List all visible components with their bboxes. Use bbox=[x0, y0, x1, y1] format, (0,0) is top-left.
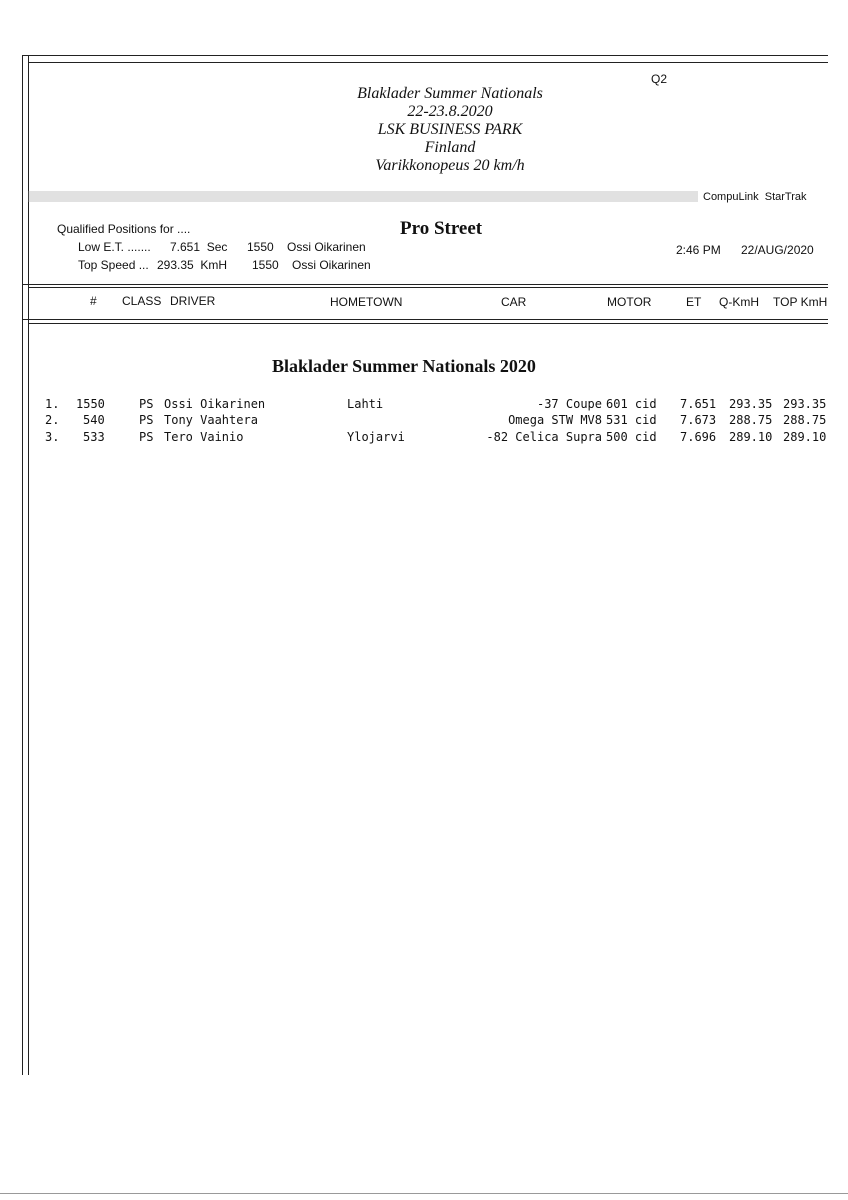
row-hometown: Lahti bbox=[347, 397, 384, 411]
row-car: -37 Coupe bbox=[536, 397, 602, 411]
section-title: Blaklader Summer Nationals 2020 bbox=[272, 356, 536, 376]
col-hometown: HOMETOWN bbox=[330, 295, 403, 309]
row-topkmh: 288.75 bbox=[783, 413, 827, 427]
event-country: Finland bbox=[424, 139, 476, 156]
row-et: 7.696 bbox=[680, 430, 717, 444]
event-note: Varikkonopeus 20 km/h bbox=[375, 157, 525, 174]
column-header-bottom-line bbox=[22, 319, 828, 320]
col-topkmh: TOP KmH bbox=[773, 295, 828, 309]
row-qkmh: 288.75 bbox=[729, 413, 773, 427]
row-driver: Tero Vainio bbox=[164, 430, 244, 444]
event-dates: 22-23.8.2020 bbox=[407, 103, 493, 120]
row-qkmh: 289.10 bbox=[729, 430, 773, 444]
frame-top-inner-line bbox=[28, 62, 828, 63]
low-et-label: Low E.T. ....... bbox=[78, 240, 151, 254]
row-position: 1. bbox=[45, 397, 60, 411]
row-position: 2. bbox=[45, 413, 60, 427]
col-motor: MOTOR bbox=[607, 295, 652, 309]
row-driver: Ossi Oikarinen bbox=[164, 397, 266, 411]
frame-top-line bbox=[22, 55, 828, 56]
low-et-car: 1550 bbox=[247, 240, 274, 254]
frame-left-inner-line bbox=[28, 55, 29, 1075]
timing-system: CompuLink StarTrak bbox=[703, 191, 807, 203]
row-number: 1550 bbox=[76, 397, 105, 411]
col-qkmh: Q-KmH bbox=[719, 295, 759, 309]
top-speed-car: 1550 bbox=[252, 258, 279, 272]
row-position: 3. bbox=[45, 430, 60, 444]
row-topkmh: 289.10 bbox=[783, 430, 827, 444]
row-et: 7.651 bbox=[680, 397, 717, 411]
low-et-value: 7.651 Sec bbox=[170, 240, 228, 254]
col-class: CLASS bbox=[122, 294, 162, 308]
top-speed-value: 293.35 KmH bbox=[157, 258, 228, 272]
event-header bbox=[300, 85, 600, 175]
col-driver: DRIVER bbox=[170, 294, 216, 308]
col-et: ET bbox=[686, 295, 702, 309]
col-car: CAR bbox=[501, 295, 527, 309]
row-car: Omega STW MV8 bbox=[508, 413, 602, 427]
report-date: 22/AUG/2020 bbox=[741, 243, 814, 257]
row-number: 540 bbox=[83, 413, 105, 427]
row-car: -82 Celica Supra bbox=[486, 430, 602, 444]
row-driver: Tony Vaahtera bbox=[164, 413, 258, 427]
row-class: PS bbox=[139, 430, 154, 444]
row-motor: 500 cid bbox=[606, 430, 657, 444]
row-et: 7.673 bbox=[680, 413, 717, 427]
column-header-bottom-inner-line bbox=[28, 323, 828, 324]
row-motor: 601 cid bbox=[606, 397, 657, 411]
qualified-separator-inner-line bbox=[28, 287, 828, 288]
event-title: Blaklader Summer Nationals bbox=[357, 85, 543, 102]
page-bottom-line bbox=[0, 1193, 848, 1194]
event-venue: LSK BUSINESS PARK bbox=[377, 121, 523, 138]
row-topkmh: 293.35 bbox=[783, 397, 827, 411]
row-hometown: Ylojarvi bbox=[347, 430, 405, 444]
row-class: PS bbox=[139, 413, 154, 427]
report-time: 2:46 PM bbox=[676, 243, 721, 257]
qualified-label: Qualified Positions for .... bbox=[57, 222, 191, 236]
class-title: Pro Street bbox=[400, 218, 483, 239]
dotted-band bbox=[28, 191, 698, 202]
low-et-driver: Ossi Oikarinen bbox=[287, 240, 366, 254]
frame-left-line bbox=[22, 55, 23, 1075]
row-class: PS bbox=[139, 397, 154, 411]
top-speed-label: Top Speed ... bbox=[78, 258, 149, 272]
row-qkmh: 293.35 bbox=[729, 397, 773, 411]
col-num: # bbox=[90, 294, 97, 308]
doc-code: Q2 bbox=[651, 72, 668, 86]
row-number: 533 bbox=[83, 430, 105, 444]
qualified-separator-line bbox=[22, 284, 828, 285]
row-motor: 531 cid bbox=[606, 413, 657, 427]
top-speed-driver: Ossi Oikarinen bbox=[292, 258, 371, 272]
